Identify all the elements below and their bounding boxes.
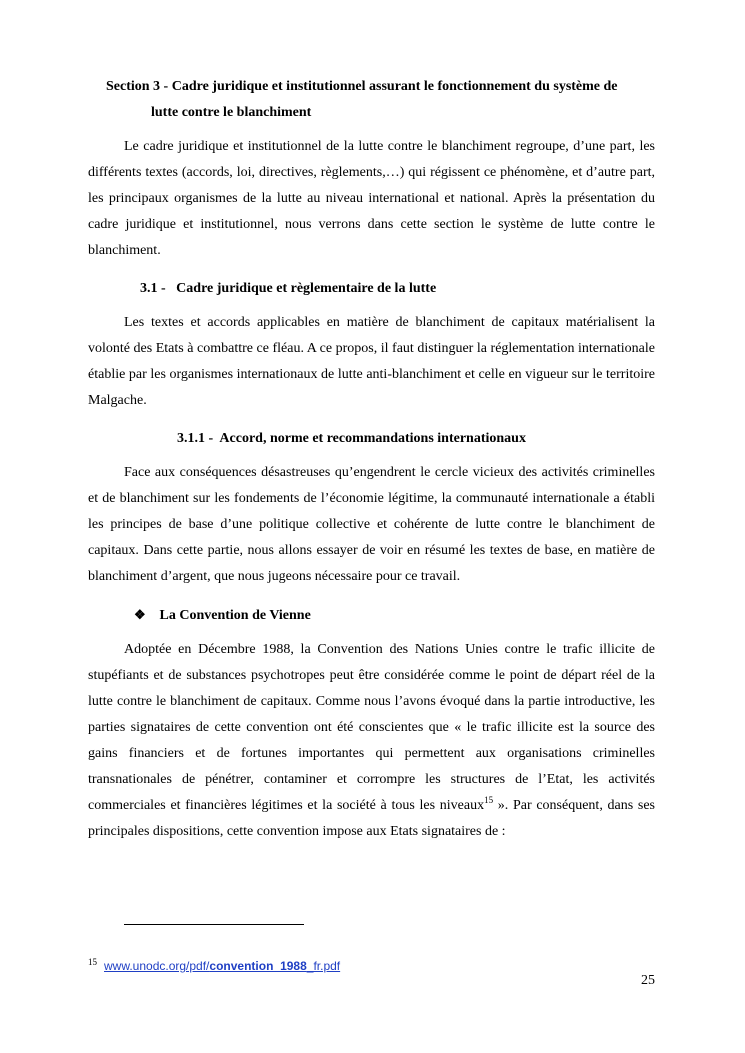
footnote-link-bold: convention_1988 [209,959,307,973]
convention-heading [88,602,655,629]
subsection-title: Cadre juridique et règlementaire de la lutte [176,281,437,296]
footnote [88,954,340,974]
section-title-line2: lutte contre le blanchiment [151,105,312,120]
section-title-line1: Section 3 - Cadre juridique et institutionnel assurant le fonctionnement du système de [106,79,618,94]
diamond-bullet-icon: ❖ [134,607,146,622]
section-title [88,74,655,126]
subsection-heading [88,276,655,302]
subsubsection-heading [88,426,655,452]
footnote-link[interactable] [104,959,340,973]
subsubsection-paragraph: Face aux conséquences désastreuses qu’engendrent le cercle vicieux des activités criminelles et de blanchiment sur les fondements de l’économie légitime, la communauté internationale a établi les principes de base d’une politique collective et cohérente de lutte contre le blanchiment de capitaux. Dans cette partie, nous allons essayer de voir en résumé les textes de base, en matière de blanchiment d’argent, que nous jugeons nécessaire pour ce travail. [88,465,655,584]
footnote-link-suffix: _fr.pdf [306,959,341,973]
subsection-number: 3.1 - [140,281,166,296]
footnote-number: 15 [88,957,97,967]
footnote-reference[interactable]: 15 [484,795,494,805]
convention-paragraph [88,637,655,845]
subsubsection-title: Accord, norme et recommandations internationaux [219,431,526,446]
subsection-paragraph: Les textes et accords applicables en matière de blanchiment de capitaux matérialisent la volonté des Etats à combattre ce fléau. A ce propos, il faut distinguer la réglementation internationale établie par les organismes internationaux de lutte anti-blanchiment et celle en vigueur sur le territoire Malgache. [88,315,655,408]
convention-text-part1: Adoptée en Décembre 1988, la Convention des Nations Unies contre le trafic illicite de stupéfiants et de substances psychotropes peut être considérée comme le point de départ réel de la lutte contre le blanchiment de capitaux. Comme nous l’avons évoqué dans la partie introductive, les parties signataires de cette convention ont été conscientes que « le trafic illicite est la source des gains financiers et de fortunes importantes qui permettent aux organisations criminelles transnationales de pénétrer, contaminer et corrompre les structures de l’Etat, les activités commerciales et financières légitimes et la société à tous les niveaux [88,642,655,813]
section-intro-paragraph: Le cadre juridique et institutionnel de la lutte contre le blanchiment regroupe, d’une part, les différents textes (accords, loi, directives, règlements,…) qui régissent ce phénomène, et d’autre part, les principaux organismes de la lutte au niveau international et national. Après la présentation du cadre juridique et institutionnel, nous verrons dans cette section le système de lutte contre le blanchiment. [88,139,655,258]
footnote-separator [124,924,304,925]
convention-text-part2: ». Par conséquent, dans ses principales dispositions, cette convention impose aux Etats signataires de : [88,798,655,839]
footnote-link-prefix: www.unodc.org/pdf/ [104,959,210,973]
page-content [88,74,655,845]
page-number: 25 [641,973,655,988]
convention-title: La Convention de Vienne [159,608,311,623]
subsubsection-number: 3.1.1 - [177,431,214,446]
